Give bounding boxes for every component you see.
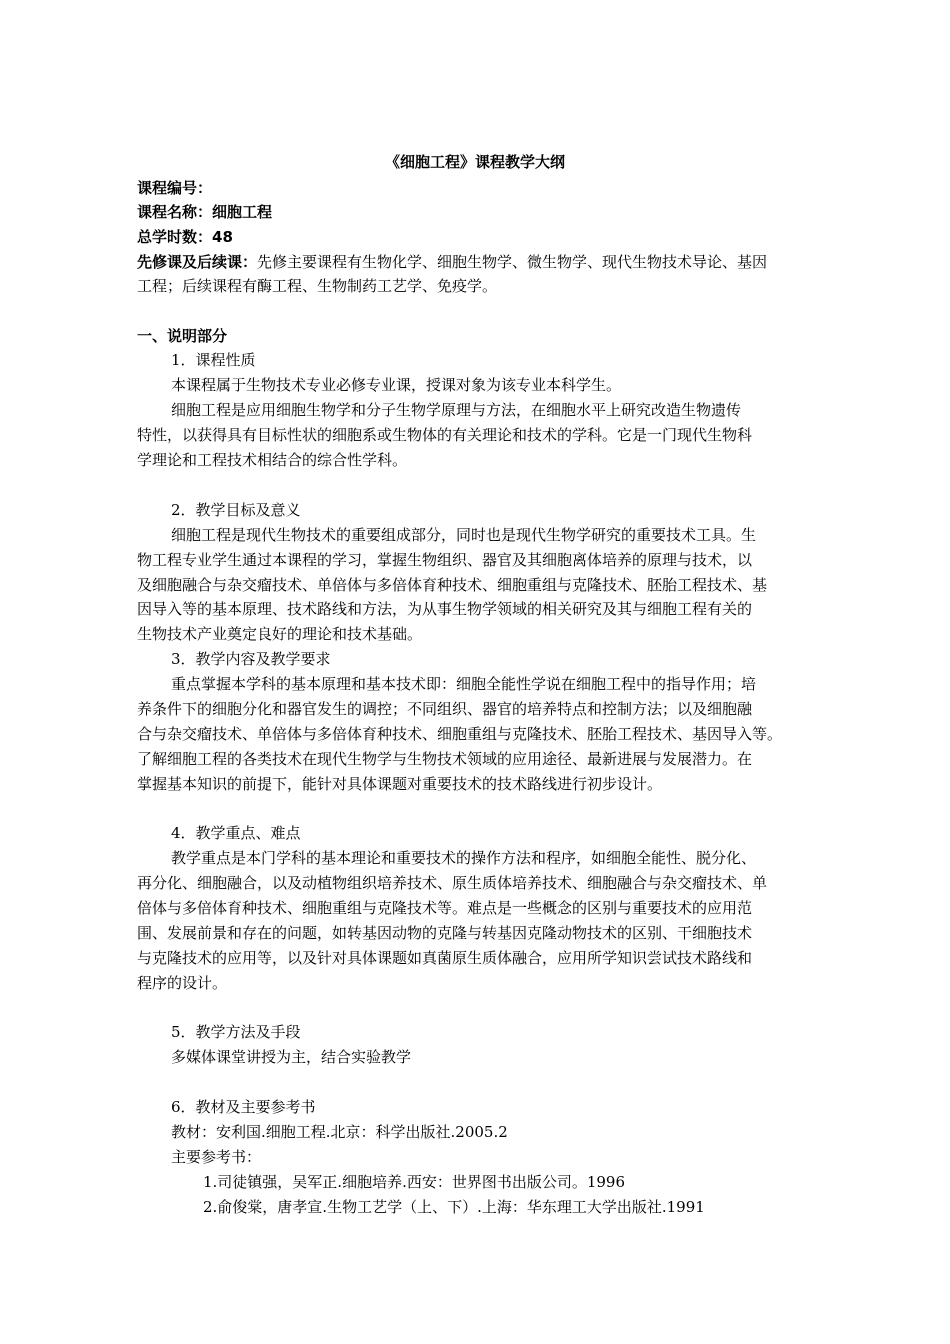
s6-reference-1: 1.司徒镇强，吴军正.细胞培养.西安：世界图书出版公司。1996: [203, 1173, 626, 1191]
s1-paragraph1: 本课程属于生物技术专业必修专业课，授课对象为该专业本科学生。: [171, 376, 622, 394]
s5-line1: 多媒体课堂讲授为主，结合实验教学: [171, 1048, 412, 1066]
course-name-row: [137, 200, 272, 224]
s4-line6: 程序的设计。: [137, 974, 228, 992]
prereq-row: [137, 250, 767, 274]
total-hours-label: 总学时数：: [137, 228, 213, 246]
prereq-text-line2: 工程；后续课程有酶工程、生物制药工艺学、免疫学。: [137, 277, 498, 295]
s1-paragraph2-line3: 学理论和工程技术相结合的综合性学科。: [137, 451, 408, 469]
section1-heading: 一、说明部分: [137, 327, 228, 345]
course-name-value: 细胞工程: [212, 203, 273, 221]
s4-line3: 倍体与多倍体育种技术、细胞重组与克隆技术等。难点是一些概念的区别与重要技术的应用范: [137, 899, 753, 917]
total-hours-value: 48: [212, 228, 233, 246]
s6-textbook: 教材：安利国.细胞工程.北京：科学出版社.2005.2: [171, 1123, 508, 1141]
s3-line5: 掌握基本知识的前提下，能针对具体课题对重要技术的技术路线进行初步设计。: [137, 775, 663, 793]
s2-heading: 2．教学目标及意义: [171, 501, 301, 519]
s2-line5: 生物技术产业奠定良好的理论和技术基础。: [137, 625, 423, 643]
s4-line1: 教学重点是本门学科的基本理论和重要技术的操作方法和程序，如细胞全能性、脱分化、: [171, 849, 757, 867]
s1-heading: 1．课程性质: [171, 351, 256, 369]
s3-line2: 养条件下的细胞分化和器官发生的调控；不同组织、器官的培养特点和控制方法；以及细胞融: [137, 700, 753, 718]
total-hours-row: [137, 225, 233, 249]
s2-line1: 细胞工程是现代生物技术的重要组成部分，同时也是现代生物学研究的重要技术工具。生: [171, 526, 757, 544]
s1-paragraph2-line2: 特性，以获得具有目标性状的细胞系或生物体的有关理论和技术的学科。它是一门现代生物科: [137, 426, 753, 444]
s4-heading: 4．教学重点、难点: [171, 824, 301, 842]
s2-line2: 物工程专业学生通过本课程的学习，掌握生物组织、器官及其细胞离体培养的原理与技术，以: [137, 551, 753, 569]
s3-line1: 重点掌握本学科的基本原理和基本技术即：细胞全能性学说在细胞工程中的指导作用；培: [171, 675, 757, 693]
course-code-label: 课程编号：: [137, 179, 213, 197]
s1-paragraph2-line1: 细胞工程是应用细胞生物学和分子生物学原理与方法，在细胞水平上研究改造生物遗传: [171, 401, 742, 419]
prereq-text-line1: 先修主要课程有生物化学、细胞生物学、微生物学、现代生物技术导论、基因: [257, 253, 768, 271]
s6-heading: 6．教材及主要参考书: [171, 1098, 316, 1116]
course-name-label: 课程名称：: [137, 203, 213, 221]
s5-heading: 5．教学方法及手段: [171, 1023, 301, 1041]
s6-reference-2: 2.俞俊棠，唐孝宣.生物工艺学（上、下）.上海：华东理工大学出版社.1991: [203, 1198, 705, 1216]
document-title: 《细胞工程》课程教学大纲: [384, 153, 565, 171]
s2-line3: 及细胞融合与杂交瘤技术、单倍体与多倍体育种技术、细胞重组与克隆技术、胚胎工程技术、基: [137, 576, 768, 594]
s4-line5: 与克隆技术的应用等，以及针对具体课题如真菌原生质体融合，应用所学知识尝试技术路线和: [137, 949, 753, 967]
s6-refs-label: 主要参考书：: [171, 1148, 262, 1166]
s3-heading: 3．教学内容及教学要求: [171, 650, 331, 668]
s4-line4: 围、发展前景和存在的问题，如转基因动物的克隆与转基因克隆动物技术的区别、干细胞技术: [137, 924, 753, 942]
s3-line4: 了解细胞工程的各类技术在现代生物学与生物技术领域的应用途径、最新进展与发展潜力。在: [137, 750, 753, 768]
s2-line4: 因导入等的基本原理、技术路线和方法，为从事生物学领域的相关研究及其与细胞工程有关的: [137, 600, 753, 618]
s3-line3: 合与杂交瘤技术、单倍体与多倍体育种技术、细胞重组与克隆技术、胚胎工程技术、基因导入等。: [137, 725, 783, 743]
s4-line2: 再分化、细胞融合，以及动植物组织培养技术、原生质体培养技术、细胞融合与杂交瘤技术、单: [137, 874, 768, 892]
prereq-label: 先修课及后续课：: [137, 253, 258, 271]
